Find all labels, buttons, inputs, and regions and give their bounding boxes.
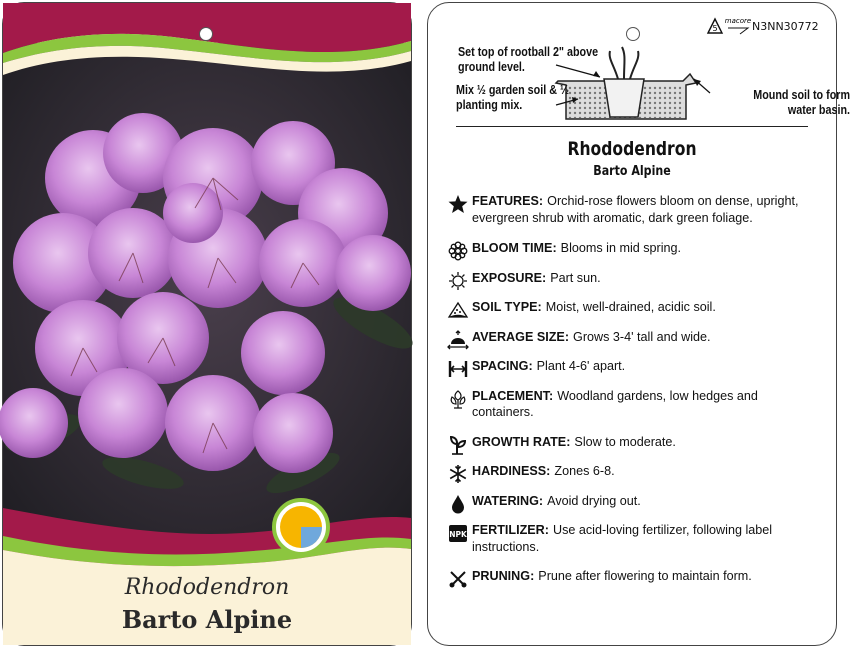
front-tag xyxy=(2,2,412,646)
attribute-exposure: EXPOSURE: Part sun. xyxy=(446,270,818,287)
svg-text:5: 5 xyxy=(712,24,718,33)
hang-hole xyxy=(626,27,640,41)
flower-icon xyxy=(448,241,468,261)
attribute-list xyxy=(446,193,818,585)
attribute-average-size: AVERAGE SIZE: Grows 3-4' tall and wide. xyxy=(446,329,818,346)
recycle-icon xyxy=(704,14,754,36)
front-genus-name: Rhododendron xyxy=(124,575,290,600)
sku-code: N3NN30772 xyxy=(752,20,819,33)
placement-icon xyxy=(448,389,468,409)
spacing-icon xyxy=(448,359,468,379)
attribute-soil-type: SOIL TYPE: Moist, well-drained, acidic soil. xyxy=(446,299,818,316)
divider xyxy=(456,126,808,127)
npk-icon xyxy=(448,523,468,543)
hang-hole xyxy=(199,27,213,41)
mound-instruction: Mound soil to form water basin. xyxy=(753,88,850,117)
back-genus-name: Rhododendron xyxy=(567,138,697,160)
soil-mix-instruction: Mix ½ garden soil & ½ planting mix. xyxy=(456,83,569,112)
growth-icon xyxy=(448,435,468,455)
part-sun-icon xyxy=(271,497,331,557)
attribute-features: FEATURES: Orchid-rose flowers bloom on dense, upright, evergreen shrub with aromatic, dark green foliage. xyxy=(446,193,818,226)
attribute-growth-rate: GROWTH RATE: Slow to moderate. xyxy=(446,434,818,451)
snowflake-icon xyxy=(448,464,468,484)
attribute-hardiness: HARDINESS: Zones 6-8. xyxy=(446,463,818,480)
back-tag xyxy=(427,2,850,646)
svg-text:NPK: NPK xyxy=(449,530,467,539)
pruners-icon xyxy=(448,569,468,589)
attribute-fertilizer: NPK FERTILIZER: Use acid-loving fertilizer, following label instructions. xyxy=(449,523,773,554)
attribute-pruning: PRUNING: Prune after flowering to maintain form. xyxy=(446,568,818,585)
water-drop-icon xyxy=(448,494,468,514)
star-icon xyxy=(448,194,468,214)
plant-photo xyxy=(3,3,411,645)
attribute-spacing: SPACING: Plant 4-6' apart. xyxy=(446,358,818,375)
plant-size-icon xyxy=(448,330,468,350)
attribute-bloom-time: BLOOM TIME: Blooms in mid spring. xyxy=(446,240,818,257)
attribute-watering: WATERING: Avoid drying out. xyxy=(446,493,818,510)
svg-text:macore: macore xyxy=(724,17,752,25)
soil-icon xyxy=(448,300,468,320)
front-variety-name: Barto Alpine xyxy=(121,605,293,634)
attribute-placement: PLACEMENT: Woodland gardens, low hedges and containers. xyxy=(446,388,818,421)
sun-icon xyxy=(448,271,468,291)
rootball-instruction: Set top of rootball 2" above ground level. xyxy=(458,45,599,74)
back-variety-name: Barto Alpine xyxy=(593,164,671,179)
